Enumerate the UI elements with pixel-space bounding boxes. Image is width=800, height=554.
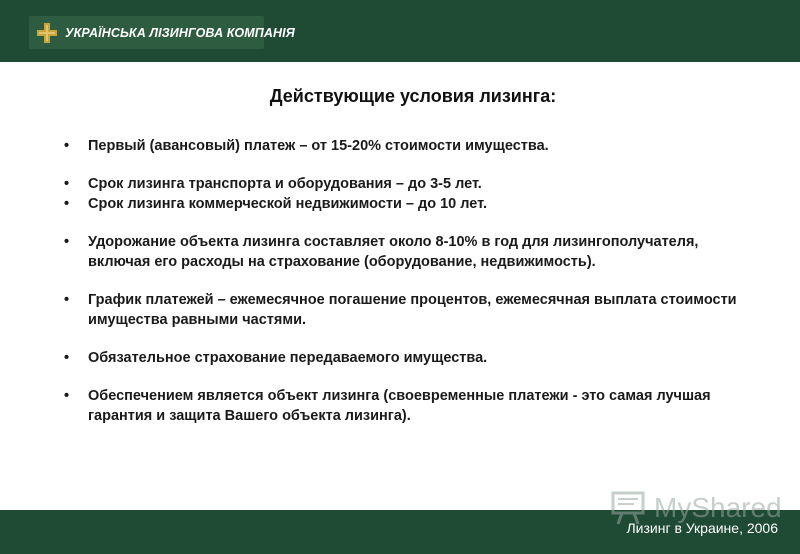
list-item: • График платежей – ежемесячное погашение процентов, ежемесячная выплата стоимости имущества равными частями. (64, 290, 754, 330)
header-band (0, 0, 800, 62)
list-item: • Срок лизинга коммерческой недвижимости – до 10 лет. (64, 194, 754, 214)
list-item: • Удорожание объекта лизинга составляет около 8-10% в год для лизингополучателя, включая его расходы на страхование (оборудование, недвижимость). (64, 232, 754, 272)
list-item: • Обязательное страхование передаваемого имущества. (64, 348, 754, 368)
company-logo (29, 16, 295, 49)
list-item: • Обеспечением является объект лизинга (своевременные платежи - это самая лучшая гарантия и защита Вашего объекта лизинга). (64, 386, 754, 426)
terms-list (64, 136, 754, 426)
slide-title: Действующие условия лизинга: (269, 86, 557, 106)
watermark-text: MyShared (654, 492, 782, 523)
company-name: УКРАЇНСЬКА ЛІЗИНГОВА КОМПАНІЯ (65, 25, 295, 40)
list-item: • Первый (авансовый) платеж – от 15-20% стоимости имущества. (64, 136, 754, 156)
footer-caption: Лизинг в Украине, 2006 (626, 520, 778, 536)
cross-logo-icon (35, 21, 59, 45)
list-item: • Срок лизинга транспорта и оборудования – до 3-5 лет. (64, 174, 754, 194)
